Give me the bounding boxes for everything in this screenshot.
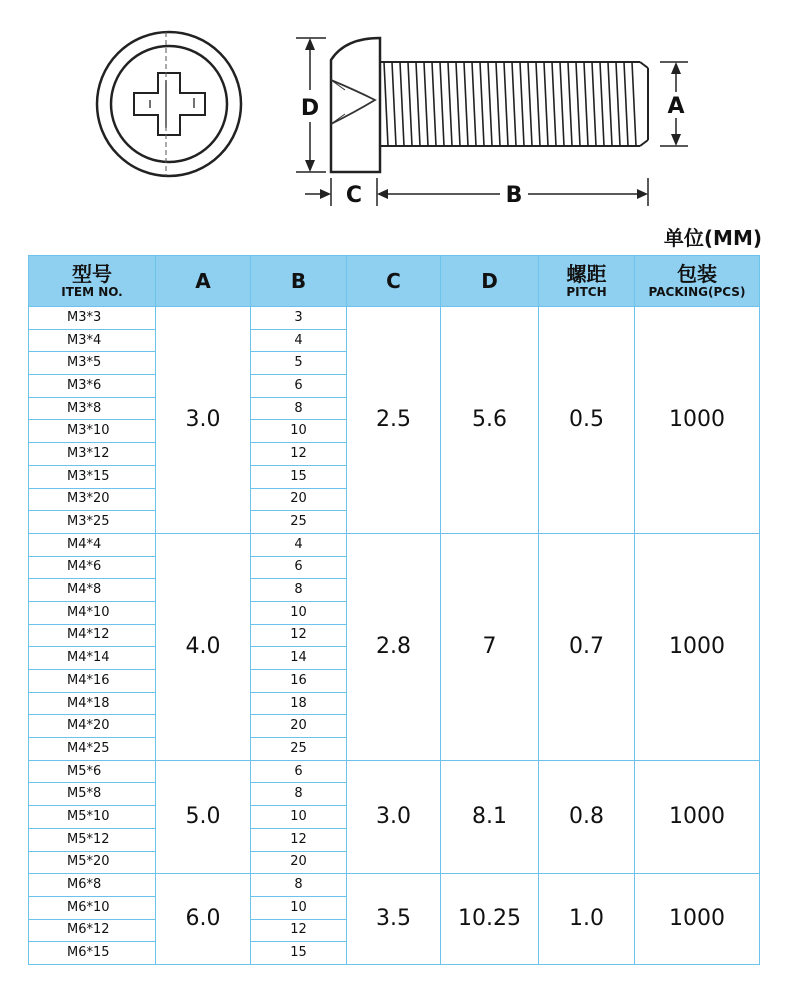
header-a: A <box>156 256 251 307</box>
packing-cell: 1000 <box>635 533 760 760</box>
pitch-cell: 0.8 <box>539 760 635 873</box>
b-cell: 10 <box>251 601 347 624</box>
b-cell: 20 <box>251 851 347 874</box>
item-name-cell: M3*3 <box>29 307 156 330</box>
item-name-cell: M3*4 <box>29 329 156 352</box>
b-cell: 18 <box>251 692 347 715</box>
header-pitch-cn: 螺距 <box>566 262 607 286</box>
phillips-head-top-view-icon <box>97 32 241 176</box>
dimension-b-label: B <box>505 183 523 208</box>
screw-dimension-diagram <box>0 0 790 230</box>
c-cell: 2.8 <box>347 533 441 760</box>
b-cell: 10 <box>251 420 347 443</box>
b-cell: 8 <box>251 783 347 806</box>
packing-cell: 1000 <box>635 874 760 965</box>
b-cell: 12 <box>251 828 347 851</box>
item-name-cell: M5*10 <box>29 806 156 829</box>
dimension-a-label: A <box>667 94 685 119</box>
a-cell: 5.0 <box>156 760 251 873</box>
header-packing-cn: 包装 <box>677 262 717 286</box>
header-model-en: ITEM NO. <box>61 285 123 299</box>
table-row <box>29 533 760 556</box>
item-name-cell: M4*12 <box>29 624 156 647</box>
item-name-cell: M3*10 <box>29 420 156 443</box>
item-name-cell: M4*4 <box>29 533 156 556</box>
d-cell: 7 <box>441 533 539 760</box>
b-cell: 6 <box>251 375 347 398</box>
b-cell: 4 <box>251 329 347 352</box>
unit-label: 单位(MM) <box>663 226 762 250</box>
item-name-cell: M4*6 <box>29 556 156 579</box>
b-cell: 6 <box>251 556 347 579</box>
header-c: C <box>347 256 441 307</box>
screw-side-view-icon <box>331 38 648 172</box>
item-name-cell: M4*14 <box>29 647 156 670</box>
item-name-cell: M5*8 <box>29 783 156 806</box>
b-cell: 10 <box>251 806 347 829</box>
b-cell: 8 <box>251 874 347 897</box>
item-name-cell: M6*15 <box>29 942 156 965</box>
header-pitch-en: PITCH <box>566 285 607 299</box>
dimension-c-label: C <box>345 183 363 208</box>
pitch-cell: 0.7 <box>539 533 635 760</box>
b-cell: 8 <box>251 579 347 602</box>
d-cell: 10.25 <box>441 874 539 965</box>
header-model <box>29 256 156 307</box>
header-model-cn: 型号 <box>72 262 112 286</box>
dimension-d <box>296 38 326 172</box>
header-packing-en: PACKING(PCS) <box>648 285 746 299</box>
b-cell: 14 <box>251 647 347 670</box>
c-cell: 3.5 <box>347 874 441 965</box>
item-name-cell: M4*16 <box>29 670 156 693</box>
item-name-cell: M4*18 <box>29 692 156 715</box>
a-cell: 4.0 <box>156 533 251 760</box>
table-row <box>29 874 760 897</box>
header-packing <box>635 256 760 307</box>
dimension-d-label: D <box>300 96 320 121</box>
dimension-c-b <box>305 178 648 208</box>
header-b: B <box>251 256 347 307</box>
item-name-cell: M5*20 <box>29 851 156 874</box>
b-cell: 25 <box>251 511 347 534</box>
item-name-cell: M3*5 <box>29 352 156 375</box>
b-cell: 12 <box>251 624 347 647</box>
b-cell: 8 <box>251 397 347 420</box>
item-name-cell: M3*15 <box>29 465 156 488</box>
packing-cell: 1000 <box>635 760 760 873</box>
b-cell: 12 <box>251 919 347 942</box>
d-cell: 5.6 <box>441 307 539 534</box>
b-cell: 15 <box>251 942 347 965</box>
b-cell: 3 <box>251 307 347 330</box>
c-cell: 3.0 <box>347 760 441 873</box>
b-cell: 12 <box>251 443 347 466</box>
item-name-cell: M3*20 <box>29 488 156 511</box>
item-name-cell: M3*6 <box>29 375 156 398</box>
d-cell: 8.1 <box>441 760 539 873</box>
header-d: D <box>441 256 539 307</box>
b-cell: 6 <box>251 760 347 783</box>
b-cell: 25 <box>251 738 347 761</box>
pitch-cell: 1.0 <box>539 874 635 965</box>
b-cell: 5 <box>251 352 347 375</box>
item-name-cell: M3*25 <box>29 511 156 534</box>
item-name-cell: M4*25 <box>29 738 156 761</box>
c-cell: 2.5 <box>347 307 441 534</box>
table-row <box>29 307 760 330</box>
header-pitch <box>539 256 635 307</box>
b-cell: 16 <box>251 670 347 693</box>
dimension-a <box>660 62 688 146</box>
a-cell: 6.0 <box>156 874 251 965</box>
item-name-cell: M5*6 <box>29 760 156 783</box>
b-cell: 4 <box>251 533 347 556</box>
item-name-cell: M4*8 <box>29 579 156 602</box>
table-header-row <box>29 256 760 307</box>
item-name-cell: M3*8 <box>29 397 156 420</box>
table-row <box>29 760 760 783</box>
a-cell: 3.0 <box>156 307 251 534</box>
item-name-cell: M4*10 <box>29 601 156 624</box>
table-body <box>29 307 760 965</box>
pitch-cell: 0.5 <box>539 307 635 534</box>
b-cell: 10 <box>251 896 347 919</box>
item-name-cell: M3*12 <box>29 443 156 466</box>
b-cell: 15 <box>251 465 347 488</box>
item-name-cell: M4*20 <box>29 715 156 738</box>
item-name-cell: M6*12 <box>29 919 156 942</box>
item-name-cell: M5*12 <box>29 828 156 851</box>
spec-table <box>28 255 760 965</box>
b-cell: 20 <box>251 488 347 511</box>
item-name-cell: M6*8 <box>29 874 156 897</box>
packing-cell: 1000 <box>635 307 760 534</box>
item-name-cell: M6*10 <box>29 896 156 919</box>
b-cell: 20 <box>251 715 347 738</box>
